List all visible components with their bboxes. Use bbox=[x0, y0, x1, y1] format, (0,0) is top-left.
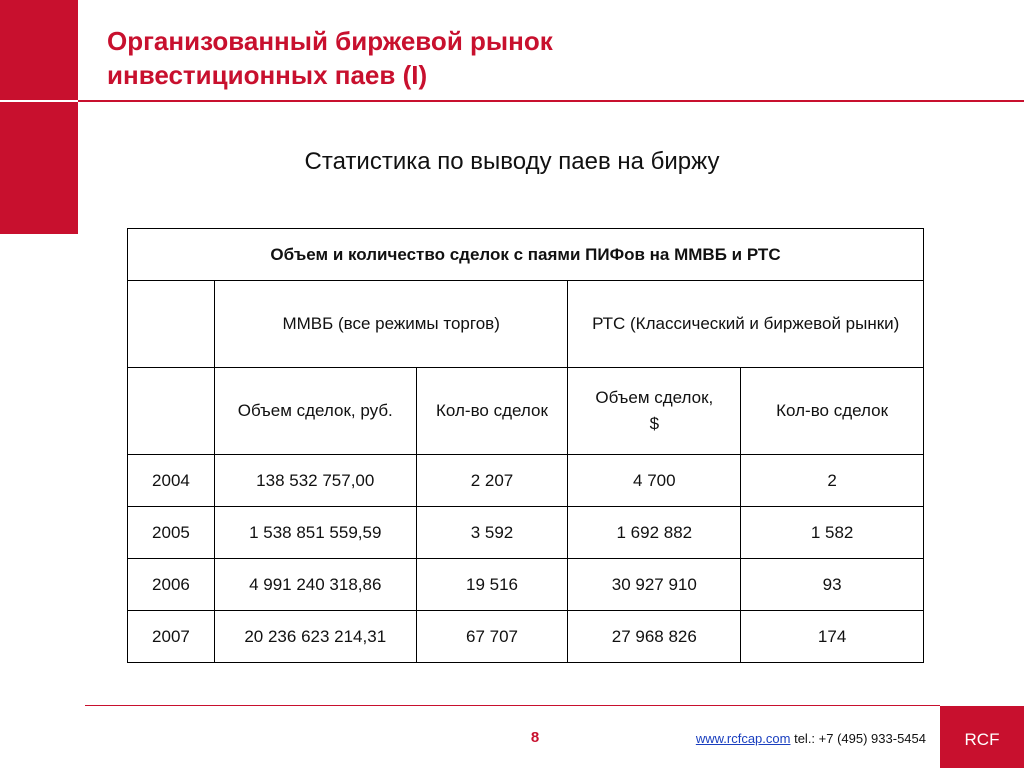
deals-rts-cell: 174 bbox=[741, 611, 924, 663]
deals-rts-cell: 1 582 bbox=[741, 507, 924, 559]
exchange-header-row bbox=[128, 281, 924, 368]
column-header-volume-rub: Объем сделок, руб. bbox=[214, 368, 416, 455]
column-header-deals-rts: Кол-во сделок bbox=[741, 368, 924, 455]
volume-rub-cell: 20 236 623 214,31 bbox=[214, 611, 416, 663]
header-divider bbox=[0, 100, 1024, 102]
deals-rts-cell: 2 bbox=[741, 455, 924, 507]
table-row bbox=[128, 559, 924, 611]
rts-header: РТС (Классический и биржевой рынки) bbox=[568, 281, 924, 368]
footer-divider bbox=[85, 705, 940, 706]
year-cell: 2007 bbox=[128, 611, 215, 663]
decorative-red-block bbox=[0, 0, 78, 234]
deals-rts-cell: 93 bbox=[741, 559, 924, 611]
deals-micex-cell: 67 707 bbox=[416, 611, 568, 663]
volume-usd-cell: 30 927 910 bbox=[568, 559, 741, 611]
table-caption: Объем и количество сделок с паями ПИФов на ММВБ и РТС bbox=[128, 229, 924, 281]
year-cell: 2004 bbox=[128, 455, 215, 507]
volume-usd-cell: 27 968 826 bbox=[568, 611, 741, 663]
column-header-volume-usd: Объем сделок, $ bbox=[568, 368, 741, 455]
table-row bbox=[128, 455, 924, 507]
title-line-2: инвестиционных паев (I) bbox=[107, 60, 428, 90]
phone-text: tel.: +7 (495) 933-5454 bbox=[794, 731, 926, 746]
slide-title bbox=[107, 24, 807, 92]
column-header-row bbox=[128, 368, 924, 455]
volume-rub-cell: 1 538 851 559,59 bbox=[214, 507, 416, 559]
volume-usd-cell: 4 700 bbox=[568, 455, 741, 507]
table-caption-row bbox=[128, 229, 924, 281]
deals-micex-cell: 19 516 bbox=[416, 559, 568, 611]
year-cell: 2006 bbox=[128, 559, 215, 611]
stats-table bbox=[127, 228, 924, 663]
empty-header-cell bbox=[128, 281, 215, 368]
website-link[interactable]: www.rcfcap.com bbox=[695, 731, 791, 746]
slide-subtitle: Статистика по выводу паев на биржу bbox=[304, 148, 720, 175]
contact-info bbox=[650, 731, 926, 746]
volume-rub-cell: 4 991 240 318,86 bbox=[214, 559, 416, 611]
table-row bbox=[128, 611, 924, 663]
empty-header-cell bbox=[128, 368, 215, 455]
column-header-deals-micex: Кол-во сделок bbox=[416, 368, 568, 455]
year-cell: 2005 bbox=[128, 507, 215, 559]
title-line-1: Организованный биржевой рынок bbox=[107, 26, 553, 56]
brand-logo bbox=[940, 706, 1024, 768]
micex-header: ММВБ (все режимы торгов) bbox=[214, 281, 567, 368]
deals-micex-cell: 3 592 bbox=[416, 507, 568, 559]
volume-rub-cell: 138 532 757,00 bbox=[214, 455, 416, 507]
page-number: 8 bbox=[530, 729, 540, 746]
deals-micex-cell: 2 207 bbox=[416, 455, 568, 507]
volume-usd-cell: 1 692 882 bbox=[568, 507, 741, 559]
brand-text: RCF bbox=[964, 730, 1000, 749]
table-row bbox=[128, 507, 924, 559]
